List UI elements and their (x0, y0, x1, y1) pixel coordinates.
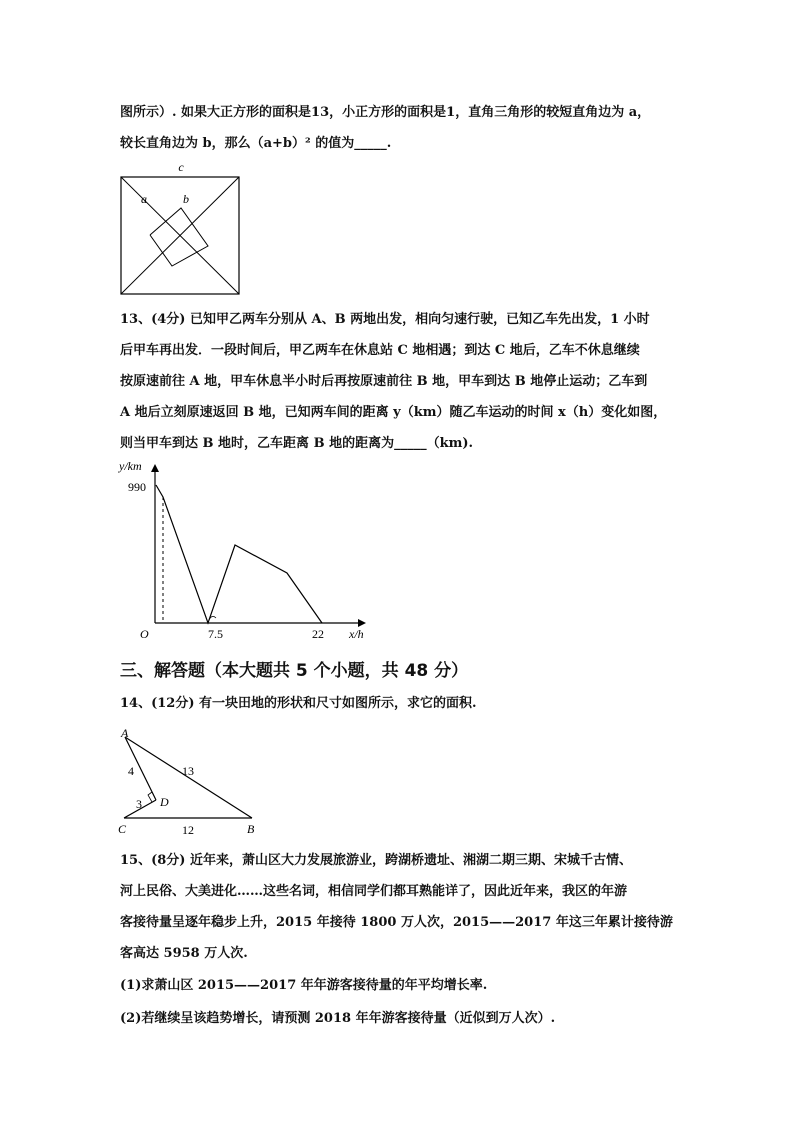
point-B-label: B (247, 822, 255, 836)
q15-part1: (1)求萧山区 2015——2017 年年游客接待量的年平均增长率. (120, 978, 488, 993)
q13-text-line3: 按原速前往 A 地，甲车休息半小时后再按原速前往 B 地，甲车到达 B 地停止运动；乙车到 (120, 374, 648, 389)
q14-text-line1: 14、(12分) 有一块田地的形状和尺寸如图所示，求它的面积. (120, 696, 477, 711)
q13-text-line1: 13、(4分) 已知甲乙两车分别从 A、B 两地出发，相向匀速行驶，已知乙车先出发，1 小时 (120, 312, 650, 327)
length-AB-label: 13 (182, 764, 194, 778)
graph-xtick-22: 22 (312, 627, 324, 641)
q12-text-line2: 较长直角边为 b，那么（a+b）² 的值为_____. (120, 136, 392, 151)
q12-label-b: b (183, 192, 189, 206)
q12-text-line1: 图所示）. 如果大正方形的面积是13，小正方形的面积是1，直角三角形的较短直角边为 a， (120, 105, 651, 120)
q15-text-line1: 15、(8分) 近年来，萧山区大力发展旅游业，跨湖桥遗址、湘湖二期三期、宋城千古情、 (120, 853, 632, 868)
graph-ylabel: y/km (119, 459, 142, 473)
point-A-label: A (121, 726, 129, 740)
q13-text-line4: A 地后立刻原速返回 B 地，已知两车间的距离 y（km）随乙车运动的时间 x（h）变化如图， (120, 405, 667, 420)
length-AD-label: 4 (128, 764, 134, 778)
point-D-label: D (160, 795, 169, 809)
q15-text-line2: 河上民俗、大美进化……这些名词，相信同学们都耳熟能详了，因此近年来，我区的年游 (120, 884, 628, 899)
length-CB-label: 12 (182, 823, 194, 837)
point-C-label: C (118, 822, 127, 836)
right-angle-mark (148, 792, 152, 802)
graph-xlabel: x/h (349, 627, 364, 641)
q15-part2: (2)若继续呈该趋势增长，请预测 2018 年年游客接待量（近似到万人次）. (120, 1011, 556, 1026)
q13-text-line5: 则当甲车到达 B 地时，乙车距离 B 地的距离为_____（km). (120, 436, 474, 451)
q12-label-a: a (141, 192, 147, 206)
section-heading: 三、解答题（本大题共 5 个小题，共 48 分） (120, 661, 469, 681)
graph-xtick-7-5: 7.5 (208, 627, 223, 641)
q15-text-line3: 客接待量呈逐年稳步上升，2015 年接待 1800 万人次，2015——2017 年这三年累计接待游 (120, 915, 673, 930)
graph-ytick-990: 990 (128, 480, 146, 494)
q15-text-line4: 客高达 5958 万人次. (120, 946, 248, 961)
graph-origin-label: O (140, 627, 149, 641)
length-CD-label: 3 (136, 797, 142, 811)
q13-text-line2: 后甲车再出发．一段时间后，甲乙两车在休息站 C 地相遇；到达 C 地后，乙车不休息继续 (120, 343, 640, 358)
q12-label-c: c (178, 160, 184, 174)
